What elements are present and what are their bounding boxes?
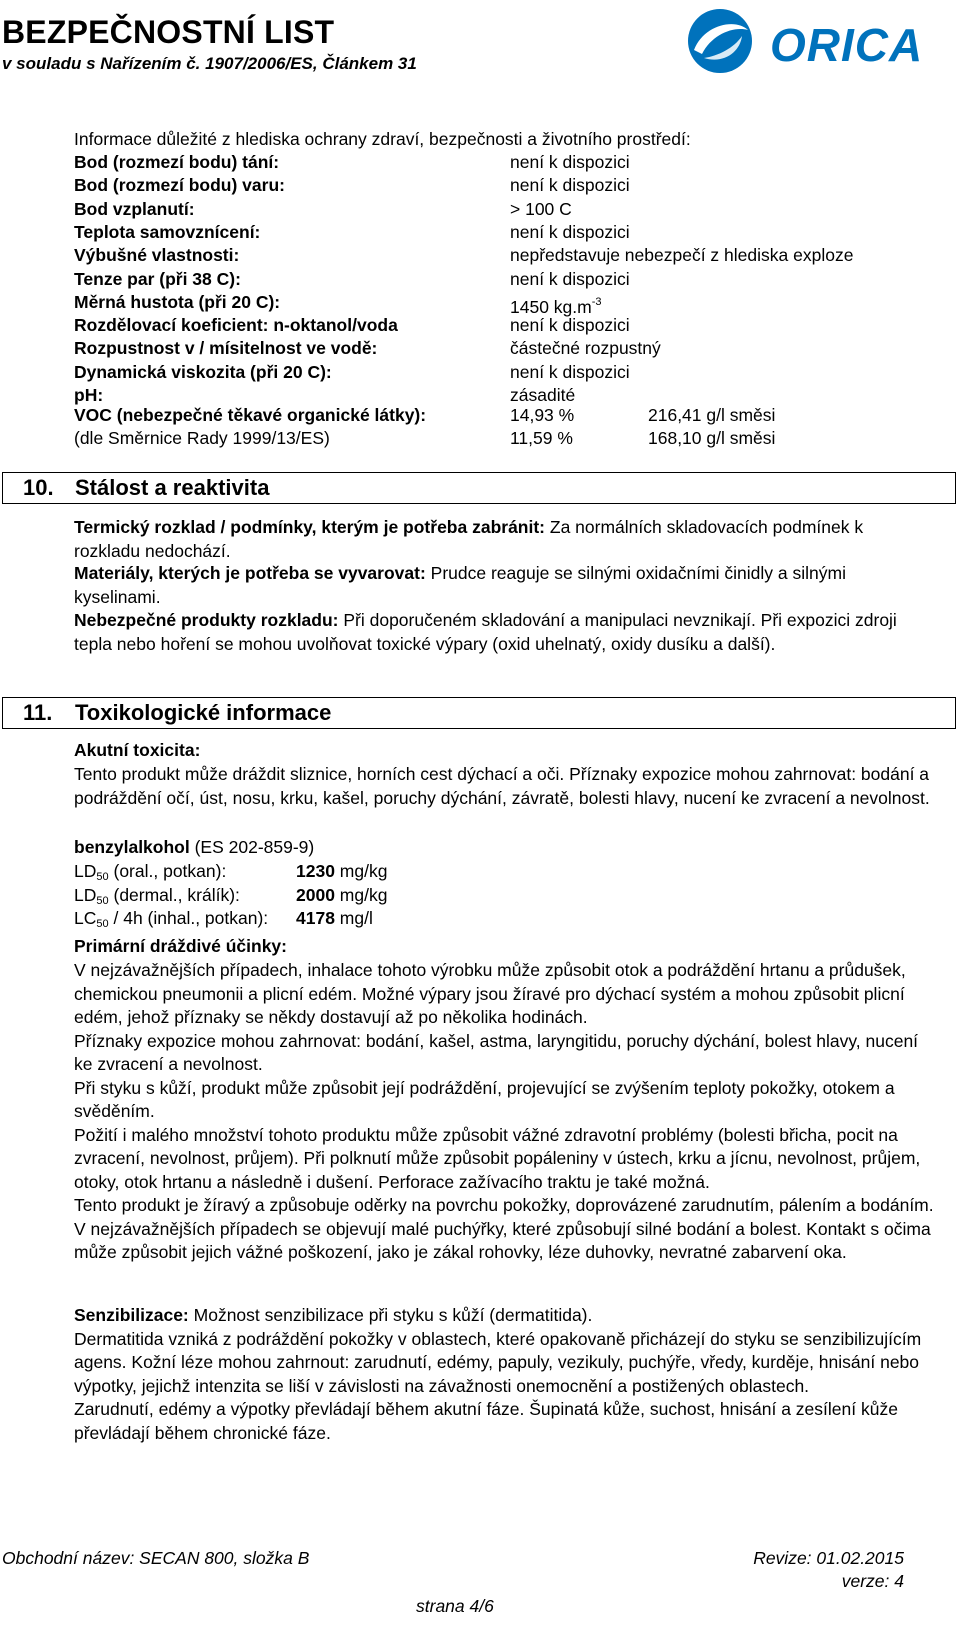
primary-irritant-heading: Primární dráždivé účinky: (74, 936, 287, 956)
voc2-percent: 11,59 % (510, 428, 573, 448)
property-label: Tenze par (při 38 C): (74, 268, 241, 289)
property-value (510, 174, 630, 196)
property-value-text: není k dispozici (510, 361, 630, 382)
toxicity-conditions: / 4h (inhal., potkan): (108, 908, 269, 928)
property-value (510, 244, 853, 266)
incompatible-materials-paragraph (74, 562, 934, 609)
incompatible-materials-text: Prudce reaguje se silnými oxidačními činidly a silnými kyselinami. (74, 563, 846, 607)
decomposition-products-label: Nebezpečné produkty rozkladu: (74, 610, 339, 630)
toxicity-unit: mg/l (334, 908, 373, 928)
section-number: 10. (23, 475, 54, 500)
voc-label: VOC (nebezpečné těkavé organické látky): (74, 405, 427, 425)
property-value-text: není k dispozici (510, 221, 630, 242)
section-number: 11. (23, 700, 53, 725)
property-value-text: není k dispozici (510, 315, 630, 336)
property-value-text: 1450 kg.m (510, 296, 592, 317)
section-10-header (2, 472, 956, 504)
section-title: Stálost a reaktivita (75, 475, 270, 500)
thermal-decomposition-text: Za normálních skladovacích podmínek k rozkladu nedochází. (74, 517, 864, 561)
toxicity-row (74, 907, 373, 935)
property-value-text: > 100 C (510, 198, 572, 219)
property-label: pH: (74, 385, 104, 405)
property-value (510, 337, 661, 359)
primary-irritant-paragraph: Tento produkt je žíravý a způsobuje oděrky na povrchu pokožky, doprovázené zarudnutím, pálením a bodáním. V nejzávažnějších případech se objevují malé puchýřky, které způsobují silné bodání a bolest. Kontakt s očima může způsobit jejich vážné poškození, jako je zákal rohovky, léze duhovky, nevratné zabarvení oka. (74, 1195, 934, 1262)
property-label: Bod (rozmezí bodu) tání: (74, 152, 280, 172)
footer-version: verze: 4 (841, 1571, 904, 1591)
toxicity-subscript: 50 (96, 894, 109, 907)
toxicity-type: LD (74, 884, 97, 905)
primary-irritant-block (74, 959, 934, 1265)
footer-revision: Revize: 01.02.2015 (753, 1548, 904, 1568)
toxicity-type: LD (74, 861, 97, 881)
voc2-label: (dle Směrnice Rady 1999/13/ES) (74, 428, 330, 448)
incompatible-materials-label: Materiály, kterých je potřeba se vyvarovat: (74, 563, 426, 583)
property-label: Bod (rozmezí bodu) varu: (74, 175, 285, 196)
property-label: Výbušné vlastnosti: (74, 245, 240, 266)
thermal-decomposition-paragraph (74, 516, 934, 563)
logo-text: ORICA (770, 19, 924, 71)
property-value-text: není k dispozici (510, 268, 630, 289)
property-value (510, 268, 630, 290)
voc-gl: 216,41 g/l směsi (648, 405, 776, 425)
property-value-text: zásadité (510, 385, 576, 405)
property-value (510, 198, 572, 220)
substance-ec-number: (ES 202-859-9) (189, 837, 315, 857)
property-value-exponent: -3 (591, 295, 602, 308)
primary-irritant-paragraph: V nejzávažnějších případech, inhalace tohoto výrobku může způsobit otok a podráždění hrtanu a průdušek, chemickou pneumonii a plicní edém. Možné výpary jsou žíravé pro dýchací systém a mohou způsobit plicní edém, jehož příznaky se někdy dostavují až po několika hodinách. (74, 960, 906, 1027)
sensitization-paragraph: Zarudnutí, edémy a výpotky převládají během akutní fáze. Šupinatá kůže, suchost, hnisání a zesílení kůže převládají během chronické fáze. (74, 1399, 898, 1443)
toxicity-value: 1230 (296, 861, 335, 881)
section9-intro: Informace důležité z hlediska ochrany zdraví, bezpečnosti a životního prostředí: (74, 129, 691, 149)
toxicity-unit: mg/kg (334, 861, 388, 881)
decomposition-products-text: Při doporučeném skladování a manipulaci nevznikají. Při expozici zdroji tepla nebo hoření se mohou uvolňovat toxické výpary (oxid uhelnatý, oxidy dusíku a další). (74, 610, 897, 654)
toxicity-type: LC (74, 908, 97, 928)
property-label: Rozdělovací koeficient: n-oktanol/voda (74, 315, 398, 336)
voc-percent: 14,93 % (510, 405, 575, 425)
primary-irritant-paragraph: Při styku s kůží, produkt může způsobit její podráždění, projevující se zvýšením teploty pokožky, otokem a svěděním. (74, 1077, 895, 1121)
sensitization-block (74, 1304, 934, 1445)
document-title: BEZPEČNOSTNÍ LIST (2, 14, 335, 50)
orica-logo (674, 4, 956, 78)
property-value-text: nepředstavuje nebezpečí z hlediska exploze (510, 245, 854, 266)
substance-name: benzylalkohol (74, 837, 190, 857)
property-value (510, 384, 575, 406)
property-label: Teplota samovznícení: (74, 221, 261, 242)
sensitization-text: Možnost senzibilizace při styku s kůží (dermatitida). (188, 1305, 593, 1325)
property-label: Rozpustnost v / mísitelnost ve vodě: (74, 338, 378, 359)
acute-toxicity-heading: Akutní toxicita: (74, 740, 201, 760)
section-title: Toxikologické informace (75, 700, 332, 725)
footer-trade-name: Obchodní název: SECAN 800, složka B (2, 1548, 310, 1568)
toxicity-value: 4178 (296, 908, 335, 928)
voc2-gl: 168,10 g/l směsi (648, 428, 776, 448)
thermal-decomposition-label: Termický rozklad / podmínky, kterým je potřeba zabránit: (74, 517, 546, 537)
sensitization-paragraph: Dermatitida vzniká z podráždění pokožky v oblastech, které opakovaně přicházejí do styku se senzibilizujícím agens. Kožní léze mohou zahrnout: zarudnutí, edémy, papuly, vezikuly, puchýře, vředy, kurděje, hnisání nebo výpotky, jejichž intenzita se liší v závislosti na závažnosti onemocnění a postižených oblastech. (74, 1328, 922, 1396)
document-subtitle: v souladu s Nařízením č. 1907/2006/ES, Článkem 31 (2, 54, 417, 73)
logo-swirl-icon (674, 4, 766, 78)
primary-irritant-paragraph: Příznaky expozice mohou zahrnovat: bodání, kašel, astma, laryngitidu, poruchy dýchání, bolest hlavy, nucení ke zvracení a nevolnost. (74, 1030, 919, 1074)
property-value-text: není k dispozici (510, 152, 630, 172)
property-value-text: částečné rozpustný (510, 338, 661, 359)
property-value (510, 221, 630, 243)
primary-irritant-paragraph: Požití i malého množství tohoto produktu může způsobit vážné zdravotní problémy (bolesti břicha, pocit na zvracení, nevolnost, průjem). Při polknutí může způsobit popáleniny v ústech, krku a jícnu, nevolnost, průjem, otoky, otok hrtanu a následně i dušení. Perforace zažívacího traktu je také možná. (74, 1124, 921, 1192)
property-label: Bod vzplanutí: (74, 198, 195, 219)
toxicity-subscript: 50 (96, 918, 109, 930)
toxicity-unit: mg/kg (334, 884, 388, 905)
sensitization-first-line (74, 1304, 934, 1328)
property-value-text: není k dispozici (510, 175, 630, 196)
section-11-header (2, 697, 956, 729)
toxicity-conditions: (oral., potkan): (108, 861, 227, 881)
toxicity-subscript: 50 (96, 871, 109, 883)
property-value (510, 361, 630, 383)
toxicity-conditions: (dermal., králík): (108, 884, 240, 905)
sensitization-label: Senzibilizace: (74, 1305, 189, 1325)
property-value (510, 314, 630, 336)
decomposition-products-paragraph (74, 609, 934, 656)
acute-toxicity-text: Tento produkt může dráždit sliznice, horních cest dýchací a oči. Příznaky expozice mohou zahrnovat: bodání a podráždění očí, úst, nosu, krku, kašel, poruchy dýchání, závratě, bolesti hlavy, nucení ke zvracení a nevolnost. (74, 764, 930, 808)
footer-page-number: strana 4/6 (416, 1596, 494, 1616)
property-label: Dynamická viskozita (při 20 C): (74, 361, 332, 382)
substance-line (74, 836, 314, 858)
property-value (510, 151, 630, 173)
toxicity-value: 2000 (296, 884, 335, 905)
property-label: Měrná hustota (při 20 C): (74, 291, 281, 312)
